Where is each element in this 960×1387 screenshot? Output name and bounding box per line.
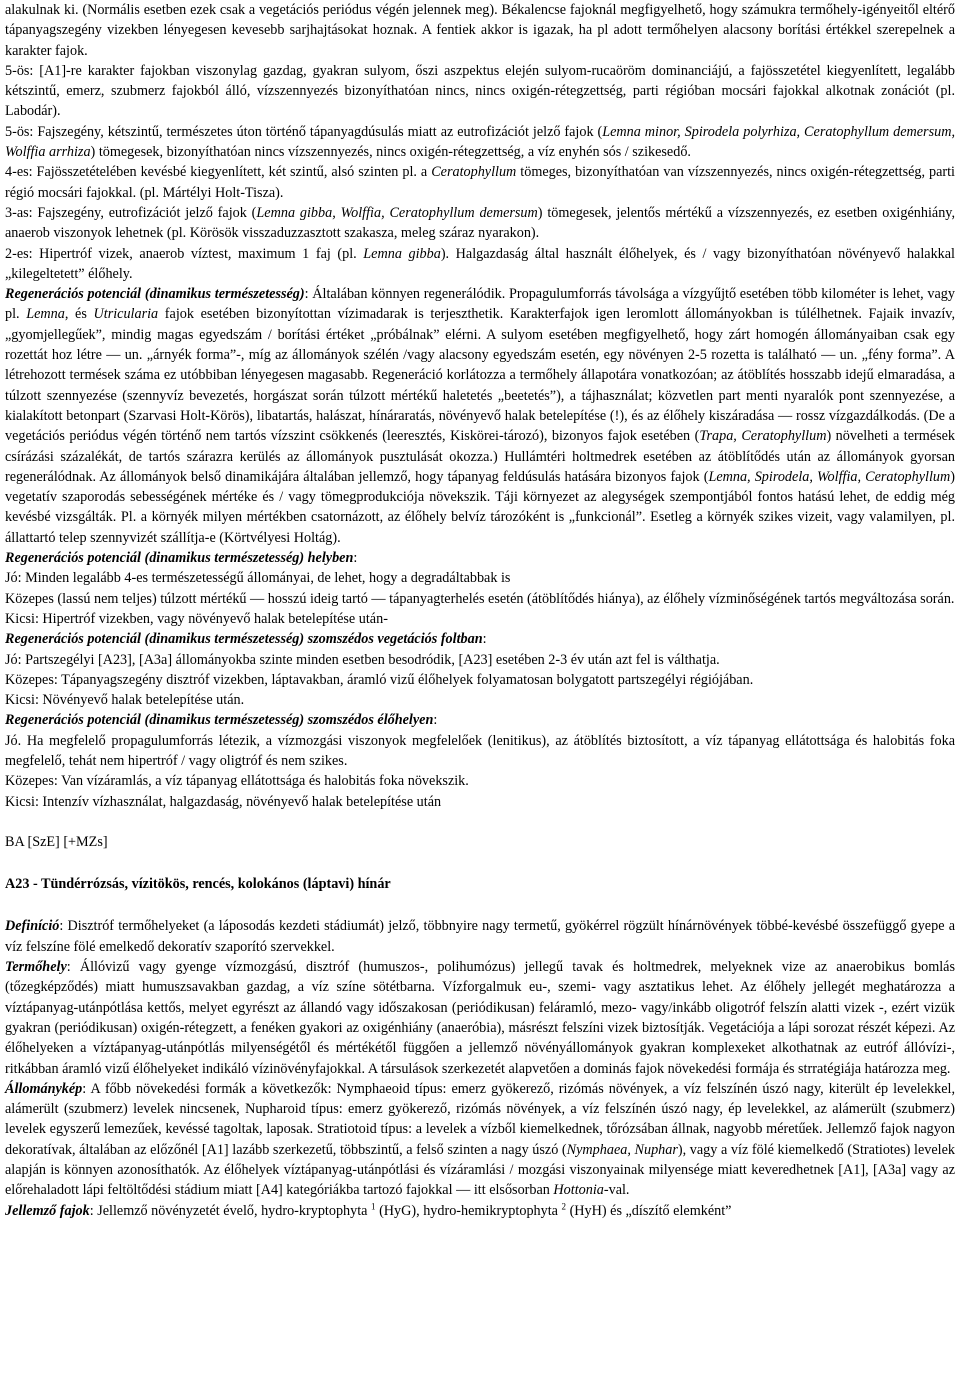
- paragraph: [5, 0, 955, 61]
- text-run: ) tömegesek, bizonyíthatóan nincs vízszennyezés, nincs oxigén-rétegzettség, a víz enyhén sós / szikesedő.: [90, 144, 691, 161]
- text-run: BA [SzE] [+MZs]: [5, 833, 108, 850]
- section-label: Regenerációs potenciál (dinamikus természetesség) szomszédos vegetációs foltban: [5, 631, 483, 648]
- text-run: :: [433, 712, 438, 729]
- paragraph: [5, 629, 955, 649]
- paragraph: [5, 284, 955, 548]
- text-run: : A főbb növekedési formák a következők: Nymphaeoid típus: emerz gyökerező, rizómás növények, a víz felszínén úszó nagy, kiterült ép levelekkel, alámerült (szubmerz) levelek nincsenek, Nupharoid típus: emerz gyökerező, rizómás növények, a víz felszínén úszó nagy, ép levelekkel, az alámerült (szubmerz) levelek egyszerű lemezűek, kevéssé tagoltak, laposak. Stratiotoid típus: a levelek a vízből kiemelkednek, tőrózsában állnak, nagyobb méretűek. Jellemző fajok nagyon dekoratívak, általában az előzőnél [A1] lazább szerkezetű, többszintű, a felső szinten a nagy úszó (: [5, 1080, 955, 1158]
- text-run: Kicsi: Növényevő halak betelepítése után.: [5, 692, 245, 709]
- paragraph: [5, 548, 955, 568]
- paragraph: [5, 792, 955, 812]
- section-label: Regenerációs potenciál (dinamikus természetesség) szomszédos élőhelyen: [5, 712, 434, 729]
- text-run: ). Halgazdaság által használt élőhelyek, és / vagy bizonyíthatóan növényevő halakkal „kilegeltetett” élőhely.: [5, 245, 956, 282]
- text-run: Lemna gibba, Wolffia, Ceratophyllum demersum: [256, 204, 538, 221]
- heading: A23 - Tündérrózsás, vízitökös, rencés, kolokános (láptavi) hínár: [5, 876, 391, 893]
- text-run: Lemna, Spirodela, Wolffia, Ceratophyllum: [708, 468, 951, 485]
- paragraph: [5, 203, 955, 244]
- section-label: Termőhely: [5, 959, 67, 976]
- text-run: Kicsi: Hipertróf vizekben, vagy növényevő halak betelepítése után-: [5, 610, 388, 627]
- text-run: ) vegetatív szaporodás sebességének mértéke és / vagy tömegprodukciója növekszik. Táji környezet az alegységek szempontjából fontos hatású lehet, de eddig még kevésbé vizsgálták. Pl. a környék milyen mértékben csatornázott, az élőhely belvíz tározóként is „funkcionál”. Esetleg a környék szikes vizeit, vagy valamilyen, pl. állattartó telep szennyvizét szállítja-e (Körtvélyesi Holtág).: [5, 468, 955, 546]
- text-run: (HyH) és „díszítő elemként”: [566, 1202, 732, 1219]
- paragraph: [5, 609, 955, 629]
- text-run: ) tömegesek, jelentős mértékű a vízszennyezés, ez esetben oxigénhiány, anaerob viszonyok lehetnek (pl. Körösök visszaduzzasztott szakasza, meleg száraz nyarakon).: [5, 204, 956, 242]
- text-run: :: [353, 550, 358, 567]
- paragraph: [5, 61, 955, 122]
- text-run: Jó. Ha megfelelő propagulumforrás létezik, a vízmozgási viszonyok megfelelőek (lenitikus), az átöblítés biztosított, a víz tápanyag ellátottsága és halobitás foka megfelelő, tehát nem hipertróf / vagy oligtróf és nem szikes.: [5, 732, 955, 769]
- paragraph: [5, 710, 955, 730]
- paragraph: [5, 122, 955, 163]
- text-run: : Disztróf termőhelyeket (a láposodás kezdeti stádiumát) jelző, többnyire nagy termetű, gyökérrel rögzült hínárnövények többé-kevésbé összefüggő gyepe a víz felszíne fölé emelkedő dekoratív szaporító szervekkel.: [5, 918, 955, 955]
- paragraph: [5, 690, 955, 710]
- text-run: 1: [371, 1200, 376, 1211]
- text-run: Ceratophyllum: [431, 164, 517, 181]
- text-run: 5-ös: [A1]-re karakter fajokban viszonylag gazdag, gyakran sulyom, őszi aszpektus elején sulyom-rucaöröm dominanciájú, a fajösszetétel kiegyenlített, legalább kétszintű, emerz, szubmerz fajokból álló, vízszennyezés bizonyíthatóan nincs, nincs oxigén-rétegzettség, parti régióban mocsári fajokkal alkotnak zonációt (pl. Labodár).: [5, 62, 955, 120]
- paragraph: [5, 731, 955, 772]
- section-label: Definíció: [5, 918, 60, 935]
- text-run: tömeges, bizonyíthatóan van vízszennyezés, nincs oxigén-rétegzettség, parti régió mocsári fajokkal. (pl. Mártélyi Holt-Tisza).: [5, 164, 955, 201]
- text-run: ), vagy a víz fölé kiemelkedő (Stratiotes) levelek alapján is könnyen azonosíthatók. Az élőhelyek víztápanyag-utánpótlási és vízáramlási / mozgási viszonyainak milyensége miatt keveredhetnek [A1], [A3a] vagy az előrehaladott lápi feltöltődési stádium miatt [A4] kategóriákba tartozó fajokkal — itt elsősorban: [5, 1141, 955, 1199]
- text-run: (HyG), hydro-hemikryptophyta: [375, 1202, 562, 1219]
- text-run: -val.: [603, 1182, 630, 1199]
- text-run: 2: [561, 1200, 567, 1211]
- paragraph: [5, 670, 955, 690]
- text-run: : Jellemző növényzetét évelő, hydro-kryptophyta: [89, 1202, 372, 1219]
- text-run: ) növelheti a termések csírázási százalékát, de tartós szárazra kerülés az állományok pusztulását okozza.) Hullámtéri holtmedrek esetében az átöblítődés után az állományok gyorsan regenerálódnak. Az állományok belső dinamikájára általában jellemző, hogy tápanyag feldúsulás hatására bizonyos fajok (: [5, 428, 955, 485]
- text-run: , és: [64, 306, 94, 323]
- text-run: Jó: Minden legalább 4-es természetességű állományai, de lehet, hogy a degradáltabbak is: [5, 570, 511, 587]
- text-run: Lemna: [26, 306, 65, 323]
- paragraph: [5, 650, 955, 670]
- paragraph: [5, 771, 955, 791]
- text-run: 5-ös: Fajszegény, kétszintű, természetes úton történő tápanyagdúsulás miatt az eutrofizációt jelző fajok (: [5, 123, 603, 140]
- text-run: Közepes: Van vízáramlás, a víz tápanyag ellátottsága és halobitás foka növekszik.: [5, 773, 469, 790]
- paragraph: [5, 957, 955, 1079]
- paragraph: [5, 162, 955, 203]
- text-run: fajok esetében bizonyítottan vízimadarak is terjeszthetik. Karakterfajok igen leromlott állományokban is túlélhetnek. Fajaik invazív, „gyomjellegűek”, mindig magas egyedszám / borítási értéket „próbálnak” elérni. A sulyom esetében megfigyelhető, hogy zárt homogén állományaiban csak egy rozettát hoz létre — un. „árnyék forma”-, míg az állományok szélén /vagy alacsony egyedszám esetén, egy növényen 2-5 rozetta is található — un. „fény forma”. A létrehozott termések száma ez utóbbiban lényegesen magasabb. Regeneráció korlátozza a termőhely állapotára vonatkozóan; az átöblítés hosszabb idejű elmaradása, a túlzott szennyezése (szennyvíz bevezetés, horgászat során túlzott mértékű haletetés „beetetés”), a tájhasználat; közvetlen part menti nyaralók pont szennyezése, a kialakított betonpart (Szarvasi Holt-Körös), libatartás, halászat, hínáraratás, növényevő halak betelepítése (!), és az élőhely kiszáradása — rossz vízgazdálkodás. (De a vegetációs periódus végén történő nem tartós vízszint csökkenés (leeresztés, Kiskörei-tározó), bizonyos fajok esetében (: [5, 306, 955, 445]
- text-run: :: [482, 631, 487, 648]
- text-run: Közepes (lassú nem teljes) túlzott mértékű — hosszú ideig tartó — tápanyagterhelés esetén (átöblítődés hiánya), az élőhely vízminőségének tartós megváltozása során.: [5, 590, 955, 607]
- text-run: alakulnak ki. (Normális esetben ezek csak a vegetációs periódus végén jelennek meg). Békalencse fajoknál megfigyelhető, hogy számukra termőhely-igényeitől eltérő tápanyagszegény vizekben lényegesen kevesebb sarjhajtásokat hoznak. A fentiek akkor is igazak, ha pl adott termőhelyen alacsony borítási értékkel szerepelnek a karakter fajok.: [5, 2, 955, 59]
- paragraph: [5, 916, 955, 957]
- section-label: Jellemző fajok: [5, 1202, 90, 1219]
- text-run: Kicsi: Intenzív vízhasználat, halgazdaság, növényevő halak betelepítése után: [5, 793, 442, 810]
- section-label: Regenerációs potenciál (dinamikus természetesség) helyben: [5, 550, 354, 567]
- text-run: Lemna minor, Spirodela polyrhiza, Ceratophyllum demersum, Wolffia arrhiza: [5, 123, 955, 161]
- text-run: Hottonia: [553, 1182, 604, 1199]
- text-run: Utricularia: [93, 306, 159, 323]
- paragraph: [5, 1079, 955, 1201]
- paragraph: [5, 589, 955, 609]
- text-run: 2-es: Hipertróf vizek, anaerob víztest, maximum 1 faj (pl.: [5, 245, 364, 262]
- text-run: Trapa, Ceratophyllum: [699, 428, 827, 445]
- text-run: Jó: Partszegélyi [A23], [A3a] állományokba szinte minden esetben besodródik, [A23] esetében 2-3 év után azt fel is válthatja.: [5, 651, 720, 668]
- text-run: Nymphaea, Nuphar: [566, 1141, 678, 1158]
- text-run: Közepes: Tápanyagszegény disztróf vizekben, láptavakban, áramló vizű élőhelyek folyamatosan bolygatott partszegélyi régiójában.: [5, 671, 754, 688]
- paragraph: [5, 244, 955, 285]
- text-run: 3-as: Fajszegény, eutrofizációt jelző fajok (: [5, 204, 257, 221]
- paragraph: [5, 874, 955, 894]
- paragraph: [5, 832, 955, 852]
- section-label: Regenerációs potenciál (dinamikus természetesség): [5, 286, 305, 303]
- paragraph: [5, 1201, 955, 1221]
- text-run: : Általában könnyen regenerálódik. Propagulumforrás távolsága a vízgyűjtő esetében több kilométer is lehet, vagy pl.: [5, 286, 955, 323]
- section-label: Állománykép: [5, 1080, 83, 1097]
- paragraph: [5, 568, 955, 588]
- text-run: : Állóvizű vagy gyenge vízmozgású, disztróf (humuszos-, polihumózus) jellegű tavak és holtmedrek, melyeknek vize az anaerobikus bomlás (tőzegképződés) miatt humuszsavakban gazdag, a víz színe sötétbarna. Vízforgalmuk eu-, szemi- vagy asztatikus lehet. Az élőhely jellegét meghatározza a víztápanyag-utánpótlása kettős, melyet egyrészt az állandó vagy időszakosan (periódikusan) feláramló, mezo- vagy/inkább oligotróf felszín alatti vizek -, ezért vizük gyakran (periódikusan) oxigén-rétegzett, a fenéken gyakori az oxigénhiány (anaeróbia), másrészt felszíni vizek biztosítják. Vegetációja a lápi sorozat részét képezi. Az élőhelyeken a víztápanyag-utánpótlás milyenségétől és mértékétől függően a jellemző növényállományok gyakran komplexeket alkothatnak az eutróf állóvízi-, ritkábban áramló vizű élőhelyeket indikáló vízinövényfajokkal. A társulások szerkezetét alapvetően a dominás fajok növekedési formája és strratégiája határozza meg.: [5, 959, 955, 1077]
- text-run: Lemna gibba: [363, 245, 441, 262]
- text-run: 4-es: Fajösszetételében kevésbé kiegyenlített, két szintű, alsó szinten pl. a: [5, 164, 432, 181]
